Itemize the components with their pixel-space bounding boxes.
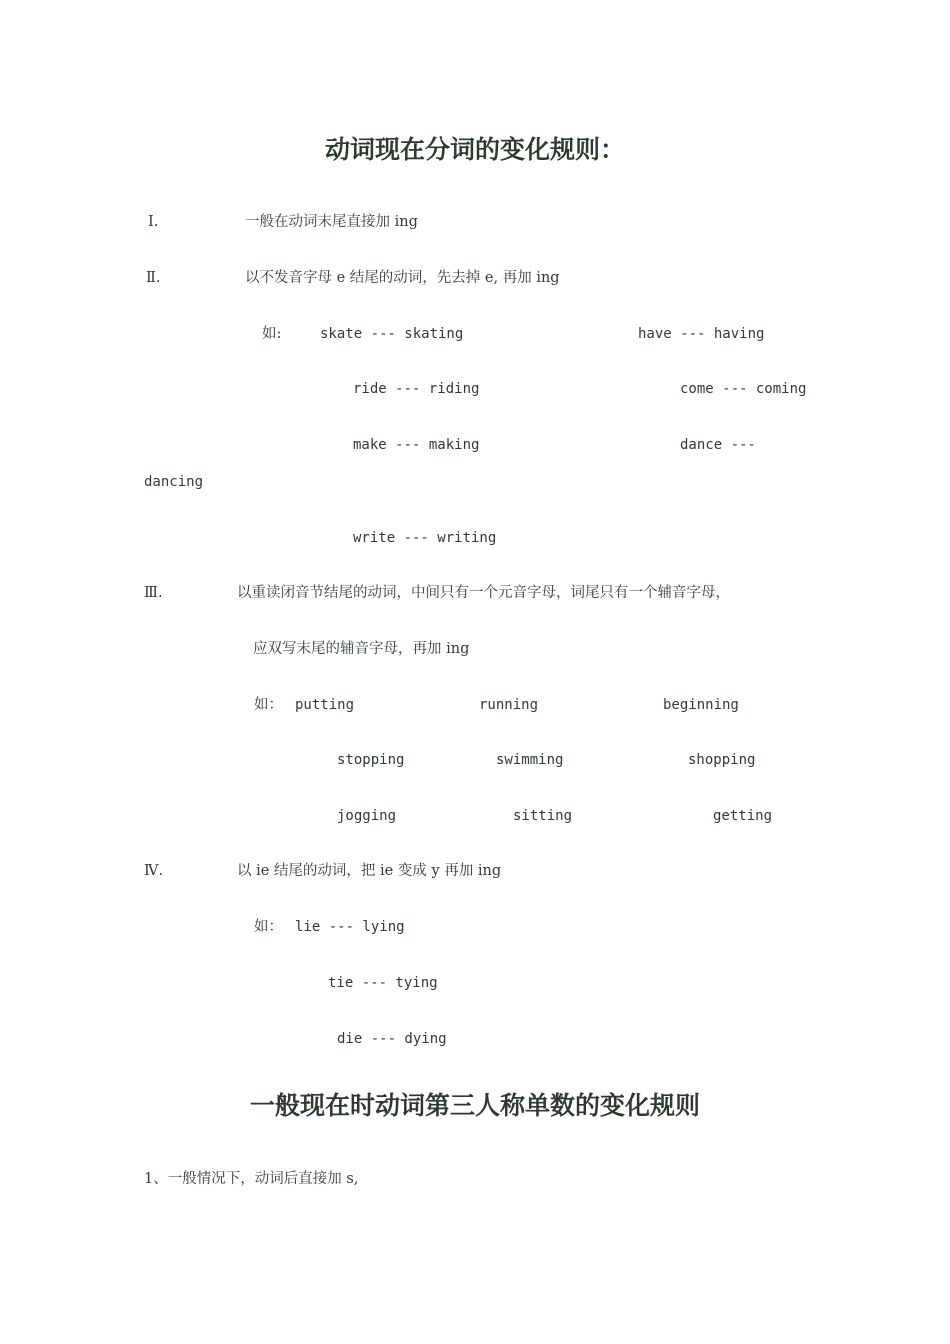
rule-1-text: 一般在动词末尾直接加 ing [245, 214, 418, 230]
example-lie: lie --- lying [295, 919, 405, 935]
example-tie: tie --- tying [328, 975, 438, 991]
example-have: have --- having [638, 326, 765, 342]
rule-3-text-line-2: 应双写末尾的辅音字母，再加 ing [253, 641, 470, 657]
example-stopping: stopping [337, 752, 405, 768]
example-beginning: beginning [663, 697, 739, 713]
rule-3-example-prefix: 如： [254, 697, 283, 713]
rule-2-marker: Ⅱ. [146, 270, 161, 286]
heading-third-person-singular: 一般现在时动词第三人称单数的变化规则 [249, 1091, 700, 1120]
rule-4-marker: Ⅳ. [144, 863, 164, 879]
example-sitting: sitting [513, 808, 573, 824]
rule-4-example-prefix: 如： [254, 919, 283, 935]
example-make: make --- making [353, 437, 480, 453]
example-dance-continued: dancing [144, 474, 204, 490]
example-write: write --- writing [353, 530, 497, 546]
example-ride: ride --- riding [353, 381, 480, 397]
rule-2-example-prefix: 如: [262, 326, 282, 342]
example-die: die --- dying [337, 1031, 447, 1047]
heading-present-participle: 动词现在分词的变化规则： [324, 135, 625, 164]
rule-4-text: 以 ie 结尾的动词，把 ie 变成 y 再加 ing [237, 863, 502, 879]
example-shopping: shopping [688, 752, 756, 768]
example-getting: getting [713, 808, 773, 824]
example-come: come --- coming [680, 381, 807, 397]
example-running: running [479, 697, 539, 713]
example-putting: putting [295, 697, 355, 713]
example-skate: skate --- skating [320, 326, 464, 342]
example-swimming: swimming [496, 752, 564, 768]
rule-1-marker: Ⅰ. [148, 214, 159, 230]
section-2-item-1: 1、一般情况下，动词后直接加 s, [144, 1171, 359, 1187]
rule-3-marker: Ⅲ. [144, 585, 163, 601]
rule-2-text: 以不发音字母 e 结尾的动词，先去掉 e, 再加 ing [245, 270, 560, 286]
rule-3-text-line-1: 以重读闭音节结尾的动词，中间只有一个元音字母，词尾只有一个辅音字母， [237, 585, 730, 601]
example-jogging: jogging [337, 808, 397, 824]
example-dance: dance --- [680, 437, 756, 453]
